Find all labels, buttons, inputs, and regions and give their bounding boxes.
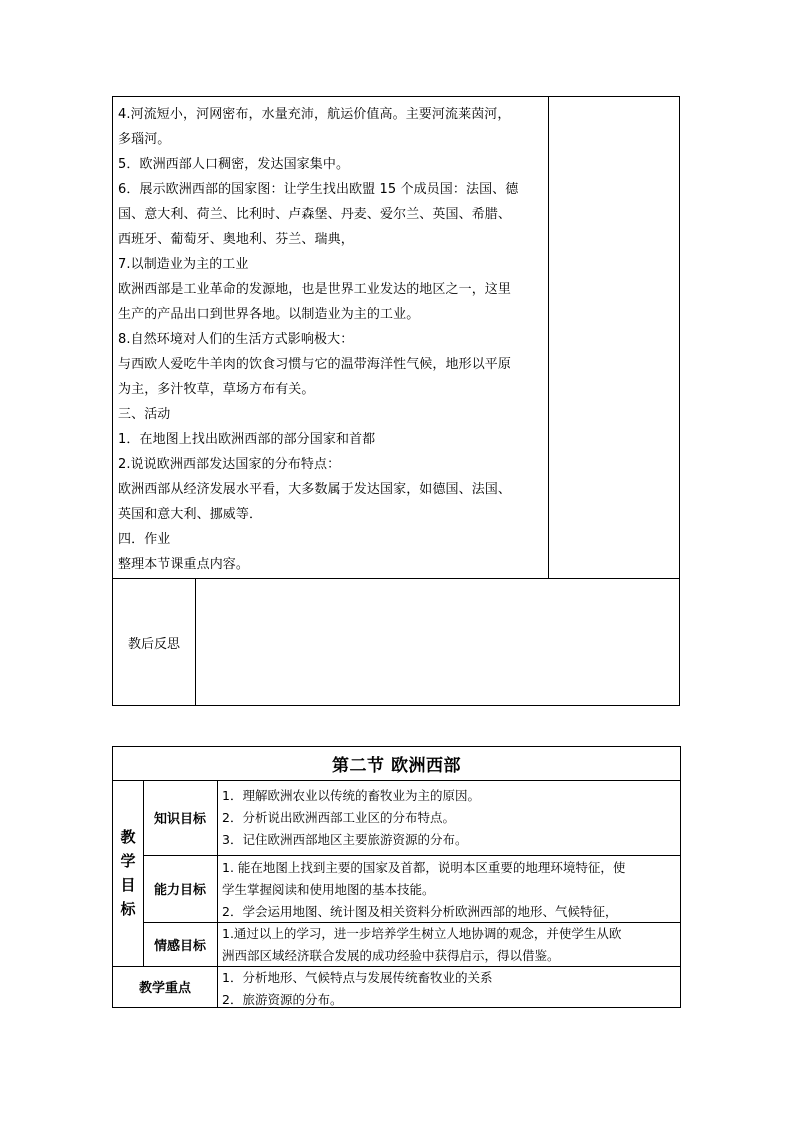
- emotion-goal-cell: [222, 923, 678, 967]
- goal-line: 1．分析地形、气候特点与发展传统畜牧业的关系: [222, 970, 493, 985]
- content-line: 与西欧人爱吃牛羊肉的饮食习惯与它的温带海洋性气候，地形以平原: [118, 357, 512, 372]
- reflection-label: 教后反思: [127, 636, 180, 652]
- lesson-content-cell: [118, 102, 543, 577]
- teaching-goals-table: [112, 746, 681, 1008]
- content-line: 欧洲西部是工业革命的发源地，也是世界工业发达的地区之一，这里: [118, 282, 512, 297]
- row-divider: [113, 578, 679, 579]
- goal-line: 2．学会运用地图、统计图及相关资料分析欧洲西部的地形、气候特征，: [222, 904, 618, 919]
- column-divider: [548, 97, 549, 578]
- content-line: 6．展示欧洲西部的国家图：让学生找出欧盟 15 个成员国：法国、德: [118, 182, 519, 197]
- row-divider: [143, 855, 680, 856]
- content-line: 8.自然环境对人们的生活方式影响极大：: [118, 332, 354, 347]
- section-title: 第二节 欧洲西部: [332, 756, 461, 776]
- ability-goal-cell: [222, 857, 678, 923]
- content-line: 国、意大利、荷兰、比利时、卢森堡、丹麦、爱尔兰、英国、希腊、: [118, 207, 512, 222]
- goal-line: 1. 能在地图上找到主要的国家及首都，说明本区重要的地理环境特征，使: [222, 860, 626, 875]
- knowledge-goal-label: 知识目标: [153, 812, 206, 827]
- ability-goal-label: 能力目标: [153, 883, 206, 898]
- content-line: 整理本节课重点内容。: [118, 557, 250, 572]
- content-line: 7.以制造业为主的工业: [118, 257, 249, 272]
- goal-line: 1．理解欧洲农业以传统的畜牧业为主的原因。: [222, 788, 480, 803]
- content-line: 生产的产品出口到世界各地。以制造业为主的工业。: [118, 307, 420, 322]
- content-line: 多瑙河。: [118, 132, 171, 147]
- goal-line: 学生掌握阅读和使用地图的基本技能。: [222, 882, 435, 897]
- content-line: 英国和意大利、挪威等．: [118, 507, 263, 522]
- content-line: 四．作业: [118, 532, 171, 547]
- goal-line: 2．旅游资源的分布。: [222, 992, 343, 1007]
- content-line: 西班牙、葡萄牙、奥地利、芬兰、瑞典，: [118, 232, 354, 247]
- content-line: 为主，多汁牧草，草场方布有关。: [118, 382, 315, 397]
- knowledge-goal-cell: [222, 785, 678, 851]
- teaching-focus-label: 教学重点: [138, 981, 191, 996]
- goal-line: 2．分析说出欧洲西部工业区的分布特点。: [222, 810, 455, 825]
- column-divider: [195, 578, 196, 706]
- content-line: 欧洲西部从经济发展水平看，大多数属于发达国家，如德国、法国、: [118, 482, 512, 497]
- lesson-content-table: [112, 96, 680, 706]
- teaching-focus-cell: [222, 967, 678, 1011]
- content-line: 4.河流短小，河网密布，水量充沛，航运价值高。主要河流莱茵河，: [118, 107, 511, 122]
- goal-line: 3．记住欧洲西部地区主要旅游资源的分布。: [222, 832, 468, 847]
- teaching-goals-label: 教 学 目 标: [120, 828, 136, 918]
- content-line: 2.说说欧洲西部发达国家的分布特点：: [118, 457, 341, 472]
- content-line: 5．欧洲西部人口稠密，发达国家集中。: [118, 157, 350, 172]
- emotion-goal-label: 情感目标: [153, 938, 206, 954]
- goal-line: 1.通过以上的学习，进一步培养学生树立人地协调的观念，并使学生从欧: [222, 926, 622, 941]
- goal-line: 洲西部区域经济联合发展的成功经验中获得启示，得以借鉴。: [222, 948, 560, 963]
- content-line: 1．在地图上找出欧洲西部的部分国家和首都: [118, 432, 376, 447]
- column-divider: [217, 780, 218, 1007]
- content-line: 三、活动: [118, 407, 171, 422]
